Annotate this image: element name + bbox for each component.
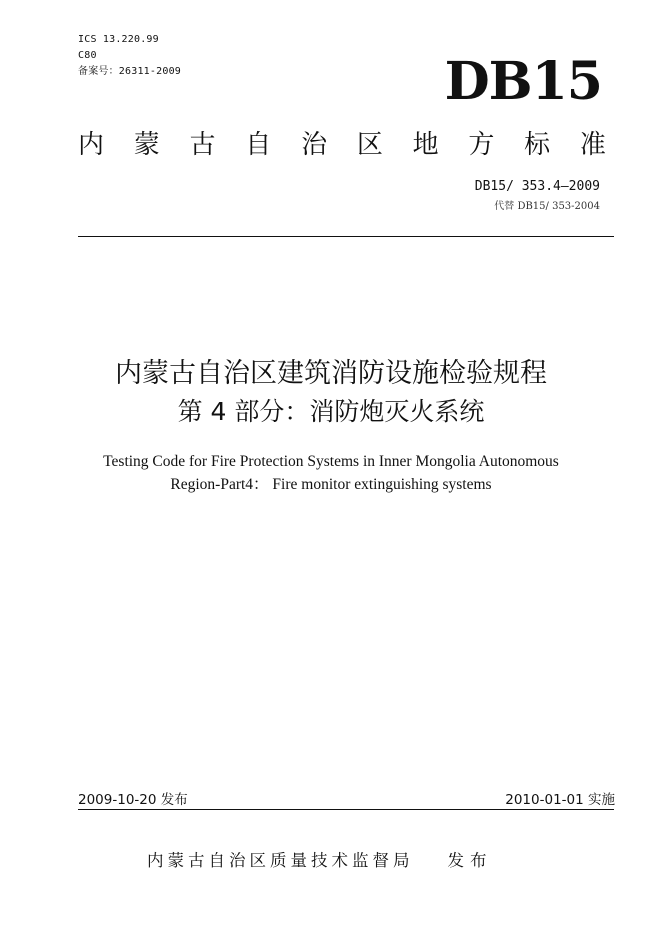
issuer-line — [147, 850, 547, 872]
standard-kind-char: 地 — [412, 130, 439, 160]
issuer-action: 发布 — [447, 851, 493, 870]
standard-kind-char: 治 — [301, 130, 328, 160]
standard-kind-char: 方 — [468, 130, 495, 160]
standard-kind-char: 区 — [356, 130, 383, 160]
db15-logo: DB15 — [444, 51, 602, 112]
title-english-line2: Region-Part4： Fire monitor extinguishing systems — [170, 476, 492, 493]
standard-kind-char: 内 — [78, 130, 105, 160]
replaces-standard: 代替 DB15/ 353-2004 — [494, 201, 600, 212]
footer-divider — [78, 809, 614, 810]
standard-kind-char: 准 — [579, 130, 606, 160]
standard-kind-char: 蒙 — [133, 130, 160, 160]
standard-number: DB15/ 353.4—2009 — [474, 179, 600, 194]
standard-kind-char: 古 — [189, 130, 216, 160]
issue-date: 2009-10-20 发布 — [78, 792, 188, 808]
issuer-name: 内蒙古自治区质量技术监督局 — [147, 851, 414, 870]
standard-kind-heading — [78, 128, 606, 162]
title-chinese-line1: 内蒙古自治区建筑消防设施检验规程 — [115, 358, 547, 389]
title-chinese-line2: 第 4 部分：消防炮灭火系统 — [177, 397, 485, 426]
ccs-code: C80 — [78, 50, 97, 61]
standard-kind-char: 标 — [524, 130, 551, 160]
header-divider — [78, 236, 614, 237]
implementation-date: 2010-01-01 实施 — [505, 792, 615, 808]
ics-code: ICS 13.220.99 — [78, 34, 159, 45]
title-english-line1: Testing Code for Fire Protection Systems in Inner Mongolia Autonomous — [103, 453, 559, 470]
standard-kind-char: 自 — [245, 130, 272, 160]
record-number: 备案号：26311-2009 — [78, 66, 182, 77]
